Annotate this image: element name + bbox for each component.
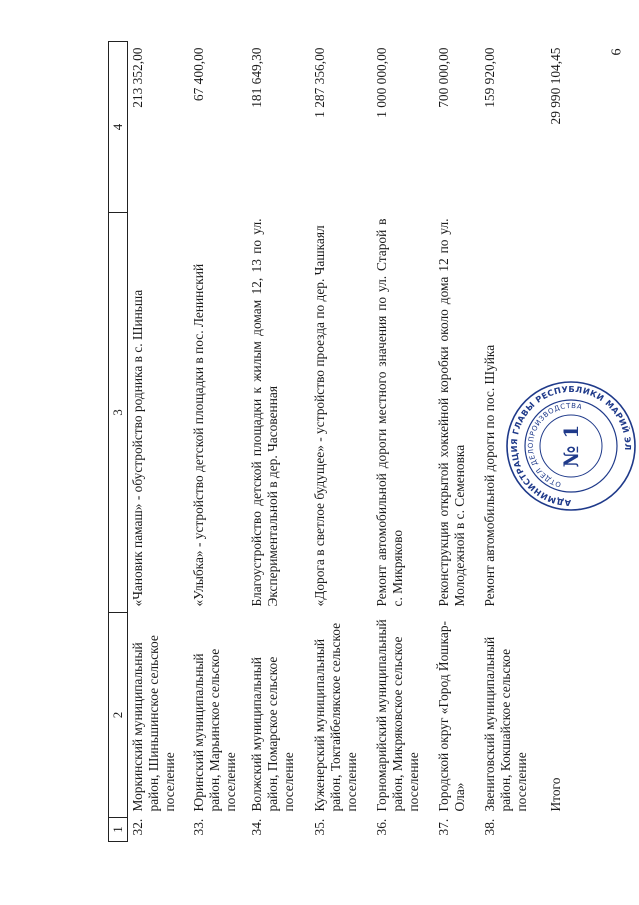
amount-cell: 67 400,00 [191,47,207,102]
municipality-cell: Куженерский муниципальный район, Токтайбелякское сельское поселение [312,622,360,812]
municipality-cell: Городской округ «Город Йошкар-Ола» [436,620,468,812]
table-row [127,42,189,842]
municipality-cell: Горномарийский муниципальный район, Микряковское сельское поселение [374,619,422,812]
total-amount: 29 990 104,45 [548,47,564,125]
municipality-cell: Юринский муниципальный район, Марьинское сельское поселение [191,648,239,812]
table-row [434,42,480,842]
column-header-1: 1 [109,818,128,842]
table-row [372,42,434,842]
municipality-cell: Волжский муниципальный район, Помарское сельское поселение [249,656,297,812]
project-cell: Ремонт автомобильной дороги по пос. Шуйка [482,344,498,607]
column-header-3: 3 [109,213,128,613]
amount-cell: 181 649,30 [249,47,265,108]
column-header-2: 2 [109,613,128,818]
row-number: 34. [249,818,265,836]
row-number: 36. [374,818,390,836]
municipality-cell: Звениговский муниципальный район, Кокшайское сельское поселение [482,636,530,812]
total-empty-cell [542,818,572,842]
total-label: Итого [548,777,564,812]
table-header-row [109,42,128,842]
amount-cell: 159 920,00 [482,47,498,108]
project-cell: Благоустройство детской площадки к жилым домам 12, 13 по ул. Экспериментальной в дер. Часовенная [249,218,281,607]
amount-cell: 213 352,00 [129,47,145,108]
municipality-cell: Моркинский муниципальный район, Шиньшинское сельское поселение [129,635,177,812]
row-number: 33. [191,818,207,836]
row-number: 32. [129,818,145,836]
row-number: 35. [312,818,328,836]
table-row [310,42,372,842]
amount-cell: 1 287 356,00 [312,47,328,118]
table-row [247,42,310,842]
project-cell: «Чановик памаш» - обустройство родника в с. Шиньша [129,289,145,607]
table-row [189,42,247,842]
stamp-number: № 1 [559,424,583,468]
project-cell: «Улыбка» - устройство детской площадки в пос. Ленинский [191,263,207,607]
amount-cell: 700 000,00 [436,47,452,108]
page-number: 6 [609,48,625,56]
project-cell: «Дорога в светлое будущее» - устройство проезда по дер. Чашкаял [312,225,328,607]
project-cell: Ремонт автомобильной дороги местного значения по ул. Старой в с. Микряково [374,218,406,607]
project-cell: Реконструкция открытой хоккейной коробки около дома 12 по ул. Молодежной в с. Семеновка [436,218,468,607]
column-header-4: 4 [109,42,128,213]
official-stamp [503,378,639,514]
row-number: 38. [482,818,498,836]
stamp-inner-textpath: ОТДЕЛ ДЕЛОПРОИЗВОДСТВА [526,401,583,489]
row-number: 37. [436,818,452,836]
amount-cell: 1 000 000,00 [374,47,390,118]
stamp-outer-textpath: АДМИНИСТРАЦИЯ ГЛАВЫ РЕСПУБЛИКИ МАРИЙ ЭЛ [508,383,634,509]
